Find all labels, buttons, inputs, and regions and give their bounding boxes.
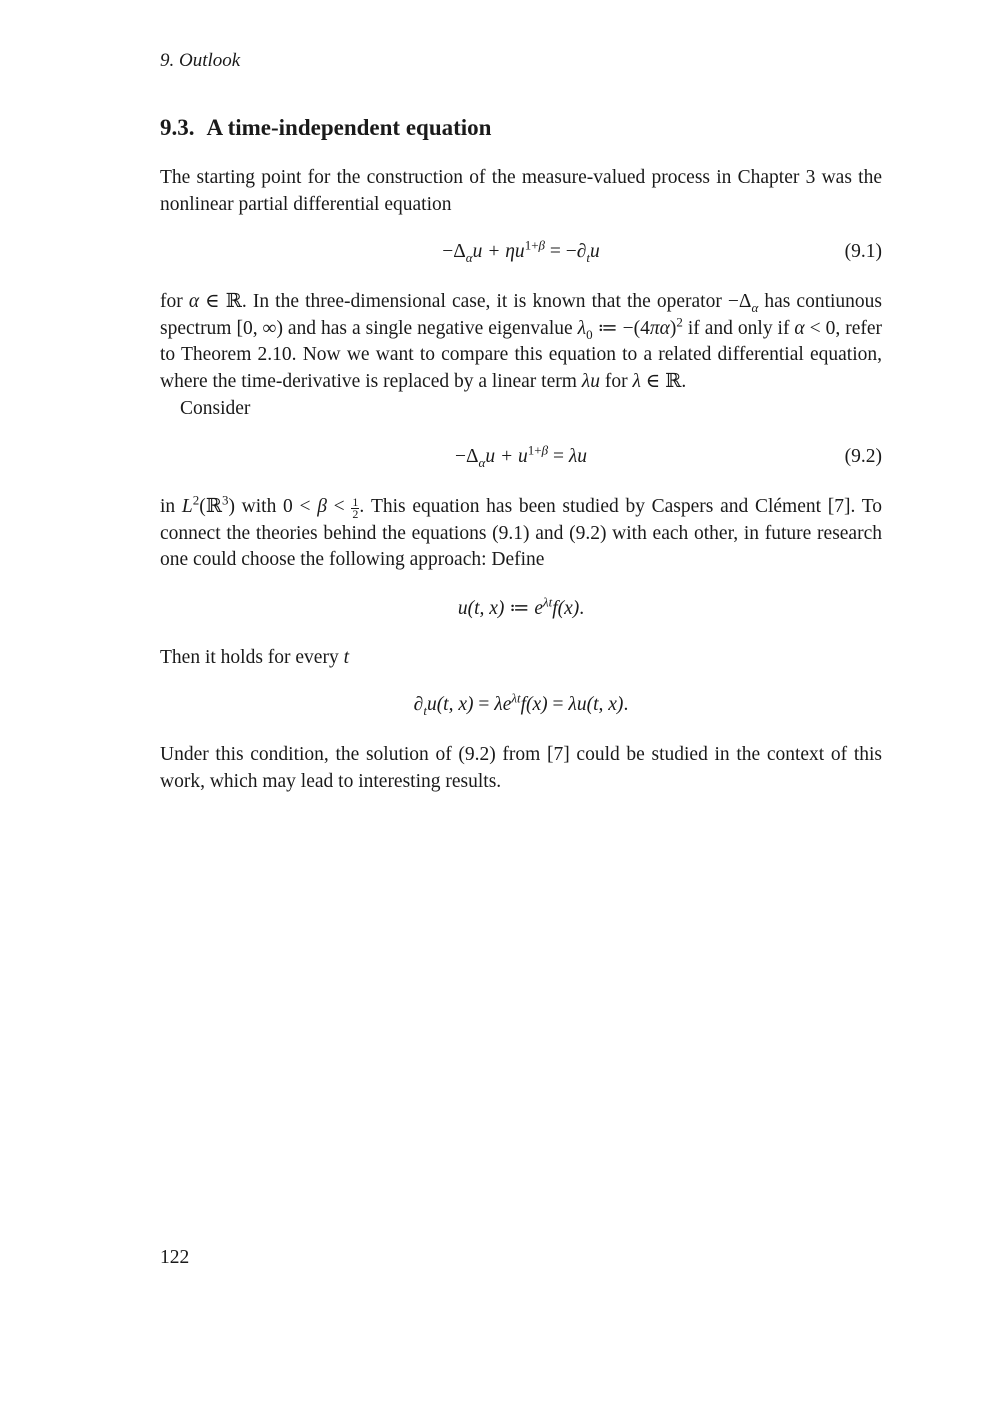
paragraph-conclusion: Under this condition, the solution of (9.2) from [7] could be studied in the context of this work, which may lead to interesting results. bbox=[160, 744, 882, 792]
page-number: 122 bbox=[160, 1247, 190, 1268]
equation-9-2-body: $-\Delta_\alpha u + u^{1+\beta} = \lambda u$ bbox=[454, 442, 588, 470]
section-title-text: A time-independent equation bbox=[206, 115, 492, 140]
equation-definition: u(t, x) ≔ $e^{\lambda t}f(x)$. bbox=[457, 594, 585, 619]
paragraph-spectrum: for α ∈ ℝ. In the three-dimensional case, it is known that the operator $-\Delta_\alpha$ has contiunous spectrum [0, ∞) and has a single negative eigenvalue $\lambda_0$ ≔ $-(4\pi\alpha)^2$ if and only if α < 0, refer to Theorem 2.10. Now we want to compare this equation to a related differential equation, where the time-derivative is replaced by a linear term λu for λ ∈ ℝ. bbox=[160, 291, 883, 392]
equation-9-1-body: $-\Delta_\alpha u + \eta u^{1+\beta} = -\partial_tu$ bbox=[442, 237, 600, 265]
section-number: 9.3. bbox=[160, 115, 195, 140]
section-title bbox=[160, 115, 491, 141]
equation-9-1 bbox=[160, 237, 882, 269]
paragraph-intro: The starting point for the construction of the measure-valued process in Chapter 3 was the nonlinear partial differential equation bbox=[160, 167, 882, 215]
equation-9-1-tag: (9.1) bbox=[844, 241, 882, 262]
paragraph-consider: Consider bbox=[180, 398, 251, 419]
paragraph-caspers: in $L^2(ℝ^3)$ with 0 < β < $\frac{1}{2}$ . This equation has been studied by Caspers and Clément [7]. To connect the theories behind the equations (9.1) and (9.2) with each other, in future research one could choose the following approach: Define bbox=[160, 492, 883, 570]
equation-derivative: $\partial_tu(t$, $x) = \lambda e^{\lambda t}f(x) = \lambda u(t$, x). bbox=[413, 690, 629, 718]
running-head: 9. Outlook bbox=[160, 50, 241, 71]
equation-9-2-tag: (9.2) bbox=[844, 446, 882, 467]
equation-9-2 bbox=[160, 442, 882, 474]
paragraph-then: Then it holds for every t bbox=[160, 647, 349, 668]
